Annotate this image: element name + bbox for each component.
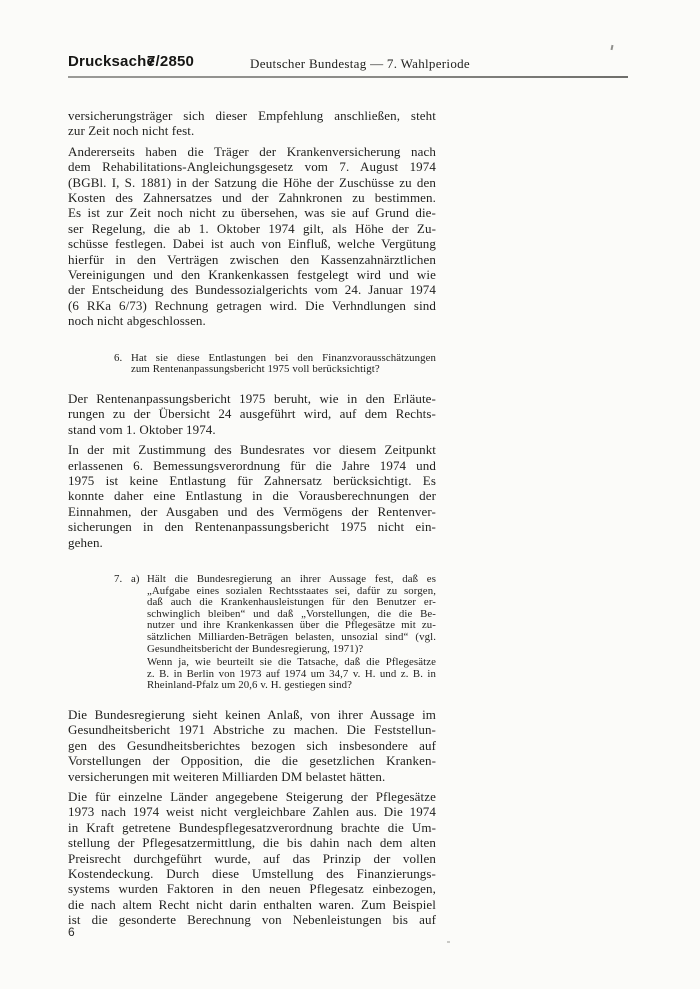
text-line: daß auch die Krankenhausleistungen für den Benutzer er- xyxy=(147,596,436,609)
text-line: sätzlichen Milliarden-Beträgen belasten, unsozial sind“ (vgl. xyxy=(147,630,436,643)
question-paragraph xyxy=(114,657,436,692)
text-line: stand vom 1. Oktober 1974. xyxy=(68,421,216,437)
paragraph xyxy=(68,789,436,928)
page-number: 6 xyxy=(68,925,75,939)
text-line: Gesundheitsbericht der Bundesregierung, 1971)? xyxy=(147,642,364,655)
text-line: Vorstellungen der Opposition, die die gesetzlichen Kranken- xyxy=(68,753,436,769)
text-line: in Kraft getretene Bundespflegesatzverordnung brachte die Um- xyxy=(68,819,436,835)
question-paragraph xyxy=(114,353,436,376)
text-line: Gesundheitsbericht 1971 Abstriche zu machen. Die Feststellun- xyxy=(68,722,436,738)
text-line: In der mit Zustimmung des Bundesrates vor diesem Zeitpunkt xyxy=(68,442,436,458)
text-line: konnte daher eine Entlastung in die Vorausberechnungen der xyxy=(68,488,436,504)
paragraph xyxy=(68,108,436,139)
question-block xyxy=(114,574,436,692)
text-line: gehen. xyxy=(68,534,103,550)
text-line: 1973 nach 1974 weist nicht vergleichbare Zahlen aus. Die 1974 xyxy=(68,804,436,820)
doc-label: Drucksache xyxy=(68,53,156,70)
paragraph xyxy=(68,144,436,329)
text-line: noch nicht abgeschlossen. xyxy=(68,313,206,329)
text-line: der Entscheidung des Bundessozialgerichts vom 24. Januar 1974 xyxy=(68,282,436,298)
question-text xyxy=(147,574,436,655)
text-line: schwinglich bleiben“ und daß „Vorstellungen, die die Be- xyxy=(147,607,436,620)
text-line: Kosten des Zahnersatzes und der Zahnkronen zu bestimmen. xyxy=(68,190,436,206)
text-line: (BGBl. I, S. 1881) in der Satzung die Höhe der Zuschüsse zu den xyxy=(68,174,436,190)
question-block xyxy=(114,353,436,376)
text-line: „Aufgabe eines sozialen Rechtsstaates sei, dafür zu sorgen, xyxy=(147,584,436,597)
text-line: nutzer und ihre Krankenkassen über die Pflegesätze mit zu- xyxy=(147,619,436,632)
text-line: Hält die Bundesregierung an ihrer Aussage fest, daß es xyxy=(147,572,436,585)
text-line: Hat sie diese Entlastungen bei den Finanzvorausschätzungen xyxy=(131,351,436,364)
question-text xyxy=(147,657,436,692)
document-body xyxy=(68,108,436,933)
question-number: 6. xyxy=(114,351,123,364)
paragraph xyxy=(68,442,436,550)
text-line: Wenn ja, wie beurteilt sie die Tatsache, daß die Pflegesätze xyxy=(147,656,436,669)
text-line: (6 RKa 6/73) Rechnung getragen wird. Die Verhndlungen sind xyxy=(68,297,436,313)
text-line: Vereinigungen und den Krankenkassen festgelegt wird und wie xyxy=(68,267,436,283)
text-line: hierfür in den Verträgen zwischen den Kassenzahnärztlichen xyxy=(68,251,436,267)
scan-artifact xyxy=(611,45,614,50)
text-line: rungen zu der Übersicht 24 ausgeführt wird, auf dem Rechts- xyxy=(68,406,436,422)
header-rule xyxy=(68,76,628,78)
text-line: sicherungen in den Rentenanpassungsbericht 1975 nicht ein- xyxy=(68,519,436,535)
text-line: Preisrecht durchgeführt wurde, auf das Prinzip der vollen xyxy=(68,850,436,866)
text-line: gen des Gesundheitsberichtes bezogen sich insbesondere auf xyxy=(68,737,436,753)
paragraph xyxy=(68,707,436,784)
text-line: Die für einzelne Länder angegebene Steigerung der Pflegesätze xyxy=(68,788,436,804)
paragraph xyxy=(68,391,436,437)
text-line: zum Rentenanpassungsbericht 1975 voll berücksichtigt? xyxy=(131,363,380,376)
scan-artifact xyxy=(447,941,450,943)
question-text xyxy=(131,353,436,376)
header-title: Deutscher Bundestag — 7. Wahlperiode xyxy=(250,56,470,71)
text-line: die nach altem Recht nicht darin enthalten waren. Zum Beispiel xyxy=(68,896,436,912)
text-line: Andererseits haben die Träger der Krankenversicherung nach xyxy=(68,143,436,159)
question-number: 7. xyxy=(114,572,123,585)
text-line: versicherungsträger sich dieser Empfehlung anschließen, steht xyxy=(68,108,436,123)
question-paragraph xyxy=(114,574,436,655)
text-line: schüsse festlegen. Dabei ist auch von Einfluß, welche Vergütung xyxy=(68,236,436,252)
text-line: ist die gesonderte Berechnung von Nebenleistungen bis auf xyxy=(68,912,436,928)
text-line: Die Bundesregierung sieht keinen Anlaß, von ihrer Aussage im xyxy=(68,706,436,722)
text-line: stellung der Pflegesatzermittlung, die bis dahin nach dem alten xyxy=(68,835,436,851)
text-line: Kostendeckung. Durch diese Umstellung des Finanzierungs- xyxy=(68,865,436,881)
text-line: dem Rehabilitations-Angleichungsgesetz vom 7. August 1974 xyxy=(68,159,436,175)
text-line: Einnahmen, der Ausgaben und des Vermögens der Rentenver- xyxy=(68,503,436,519)
text-line: Rheinland-Pfalz um 20,6 v. H. gestiegen sind? xyxy=(147,679,353,692)
text-line: zur Zeit noch nicht fest. xyxy=(68,123,195,139)
text-line: Der Rentenanpassungsbericht 1975 beruht, wie in den Erläute- xyxy=(68,390,436,406)
text-line: erlassenen 6. Bemessungsverordnung für die Jahre 1974 und xyxy=(68,457,436,473)
text-line: versicherungen mit weiteren Milliarden DM belastet hätten. xyxy=(68,768,386,784)
question-sub-number: a) xyxy=(131,572,140,585)
text-line: systems wurden Faktoren in den neuen Pflegesatz einbezogen, xyxy=(68,881,436,897)
text-line: 1975 ist keine Entlastung für Zahnersatz berücksichtigt. Es xyxy=(68,472,436,488)
text-line: ser Regelung, die ab 1. Oktober 1974 gilt, als Höhe der Zu- xyxy=(68,220,436,236)
text-line: Es ist zur Zeit noch nicht zu übersehen, was sie auf Grund die- xyxy=(68,205,436,221)
text-line: z. B. in Berlin von 1973 auf 1974 um 34,7 v. H. und z. B. in xyxy=(147,667,436,680)
doc-number: 7/2850 xyxy=(147,53,195,70)
